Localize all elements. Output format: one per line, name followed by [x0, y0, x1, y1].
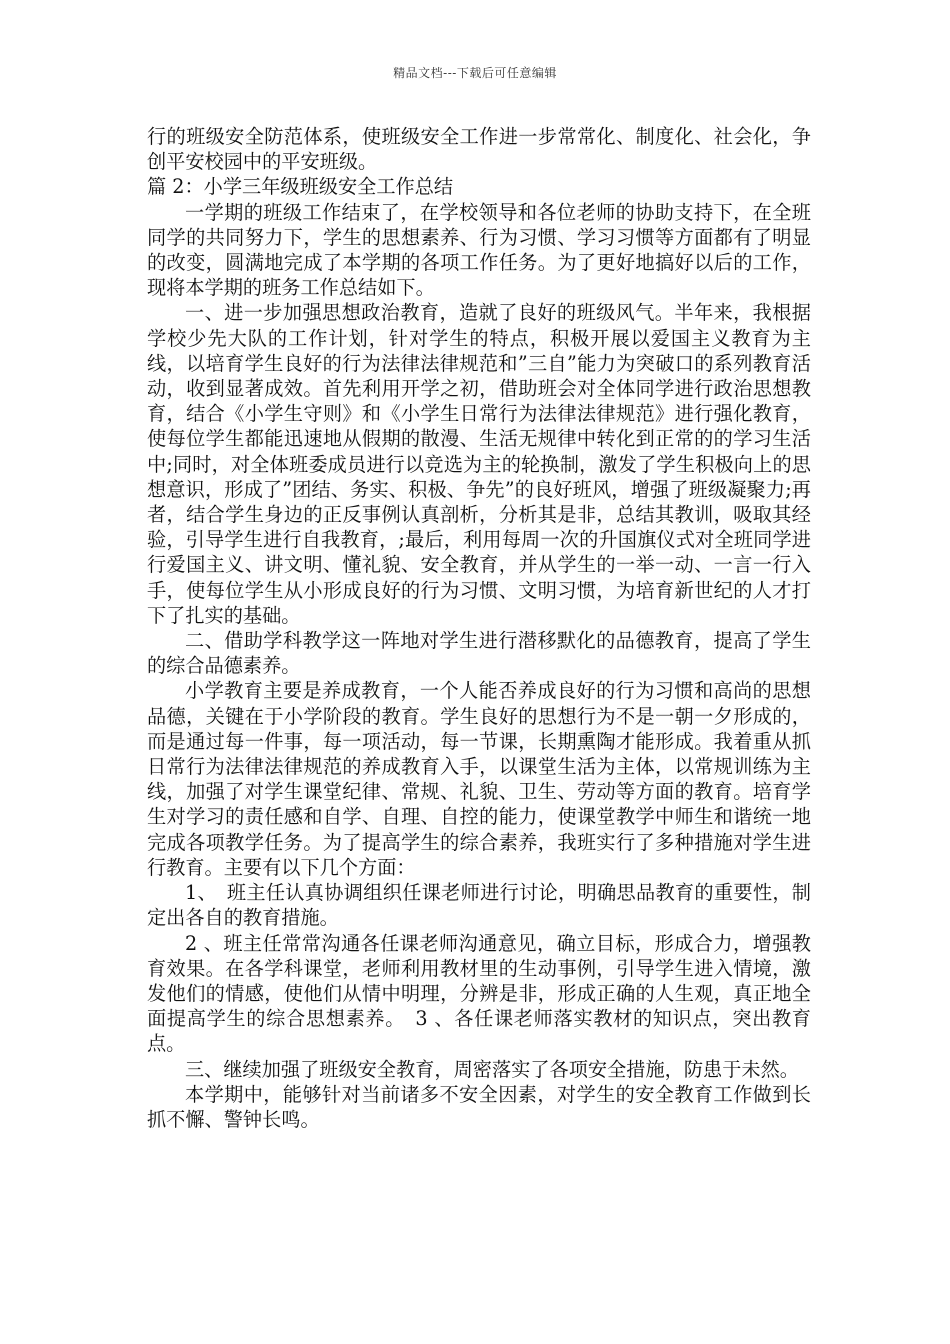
paragraph-section-2-body: 小学教育主要是养成教育，一个人能否养成良好的行为习惯和高尚的思想品德，关键在于小学阶段的教育。学生良好的思想行为不是一朝一夕形成的，而是通过每一件事，每一项活动，每一节课，长期熏陶才能形成。我着重从抓日常行为法律法律规范的养成教育入手，以课堂生活为主体，以常规训练为主线，加强了对学生课堂纪律、常规、礼貌、卫生、劳动等方面的教育。培育学生对学习的责任感和自学、自理、自控的能力，使课堂教学中师生和谐统一地完成各项教学任务。为了提高学生的综合素养，我班实行了多种措施对学生进行教育。主要有以下几个方面： — [147, 679, 811, 879]
paragraph-section-1: 一、进一步加强思想政治教育，造就了良好的班级风气。半年来，我根据学校少先大队的工作计划，针对学生的特点，积极开展以爱国主义教育为主线，以培育学生良好的行为法律法律规范和”三自”能力为突破口的系列教育活动，收到显著成效。首先利用开学之初，借助班会对全体同学进行政治思想教育，结合《小学生守则》和《小学生日常行为法律法律规范》进行强化教育，使每位学生都能迅速地从假期的散漫、生活无规律中转化到正常的的学习生活中;同时，对全体班委成员进行以竞选为主的轮换制，激发了学生积极向上的思想意识，形成了”团结、务实、积极、争先”的良好班风，增强了班级凝聚力;再者，结合学生身边的正反事例认真剖析，分析其是非，总结其教训，吸取其经验，引导学生进行自我教育，;最后，利用每周一次的升国旗仪式对全班同学进行爱国主义、讲文明、懂礼貌、安全教育，并从学生的一举一动、一言一行入手，使每位学生从小形成良好的行为习惯、文明习惯，为培育新世纪的人才打下了扎实的基础。 — [147, 301, 811, 627]
section-heading: 篇 2：小学三年级班级安全工作总结 — [147, 175, 454, 199]
paragraph-section-2-heading: 二、借助学科教学这一阵地对学生进行潜移默化的品德教育，提高了学生的综合品德素养。 — [147, 629, 811, 678]
page-header: 精品文档---下载后可任意编辑 — [393, 66, 557, 80]
paragraph-section-3-heading: 三、继续加强了班级安全教育，周密落实了各项安全措施，防患于未然。 — [185, 1057, 799, 1081]
paragraph-intro: 一学期的班级工作结束了，在学校领导和各位老师的协助支持下，在全班同学的共同努力下，学生的思想素养、行为习惯、学习习惯等方面都有了明显的改变，圆满地完成了本学期的各项工作任务。为了更好地搞好以后的工作，现将本学期的班务工作总结如下。 — [147, 200, 811, 300]
paragraph-continuation: 行的班级安全防范体系，使班级安全工作进一步常常化、制度化、社会化，争创平安校园中的平安班级。 — [147, 125, 811, 174]
paragraph-section-3-body: 本学期中，能够针对当前诸多不安全因素，对学生的安全教育工作做到长抓不懈、警钟长鸣。 — [147, 1082, 811, 1131]
document-body — [147, 124, 811, 1132]
paragraph-item-2-3: 2 、班主任常常沟通各任课老师沟通意见，确立目标，形成合力，增强教育效果。在各学科课堂，老师利用教材里的生动事例，引导学生进入情境，激发他们的情感，使他们从情中明理，分辨是非，形成正确的人生观，真正地全面提高学生的综合思想素养。 3 、各任课老师落实教材的知识点，突出教育点。 — [147, 931, 811, 1056]
paragraph-item-1: 1、 班主任认真协调组织任课老师进行讨论，明确思品教育的重要性，制定出各自的教育措施。 — [147, 881, 811, 930]
